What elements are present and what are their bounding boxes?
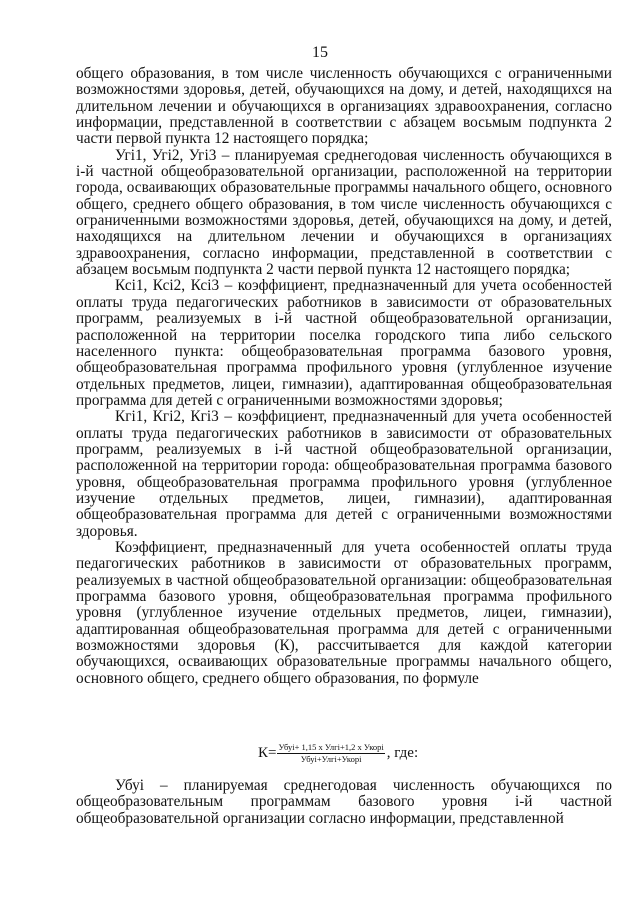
formula-lhs: К= bbox=[258, 744, 277, 761]
paragraph-coefficient-k: Коэффициент, предназначенный для учета особенностей оплаты труда педагогических работников в зависимости от образовательных программ, реализуемых в частной общеобразовательной организации: общеобразовательная программа базового уровня, общеобразовательная программа профильного уровня (углубленное изучение отдельных предметов, лицеи, гимназии), адаптированная общеобразовательная программа для детей с ограниченными возможностями здоровья (К), рассчитывается для каждой категории обучающихся, осваивающих образовательные программы начального общего, основного общего, среднего общего образования, по формуле bbox=[76, 538, 612, 687]
page-number: 15 bbox=[312, 44, 328, 61]
formula-fraction bbox=[277, 742, 384, 765]
document-body-continued bbox=[76, 778, 612, 827]
document-body bbox=[76, 66, 612, 687]
formula-k bbox=[258, 738, 418, 768]
paragraph-continuation: общего образования, в том числе численность обучающихся с ограниченными возможностями здоровья, детей, обучающихся на дому, и детей, находящихся на длительном лечении и обучающихся в организациях здравоохранения, согласно информации, представленной в соответствии с абзацем восьмым подпункта 2 части первой пункта 12 настоящего порядка; bbox=[76, 65, 612, 148]
paragraph-ubui-definition: Убуі – планируемая среднегодовая численность обучающихся по общеобразовательным программам базового уровня і-й частной общеобразовательной организации согласно информации, представленной bbox=[76, 777, 612, 827]
formula-tail: , где: bbox=[386, 744, 419, 761]
paragraph-ugi-definition: Угі1, Угі2, Угі3 – планируемая среднегодовая численность обучающихся в і-й частной общеобразовательной организации, расположенной на территории города, осваивающих образовательные программы начального общего, основного общего, среднего общего образования, в том числе численность обучающихся с ограниченными возможностями здоровья, детей, обучающихся на дому, и детей, находящихся на длительном лечении и обучающихся в организациях здравоохранения, согласно информации, представленной в соответствии с абзацем восьмым подпункта 2 части первой пункта 12 настоящего порядка; bbox=[76, 146, 612, 279]
paragraph-ksi-definition: Ксі1, Ксі2, Ксі3 – коэффициент, предназначенный для учета особенностей оплаты труда педагогических работников в зависимости от образовательных программ, реализуемых в і-й частной общеобразовательной организации, расположенной на территории поселка городского типа либо сельского населенного пункта: общеобразовательная программа базового уровня, общеобразовательная программа профильного уровня (углубленное изучение отдельных предметов, лицеи, гимназии), адаптированная общеобразовательная программа для детей с ограниченными возможностями здоровья; bbox=[76, 277, 612, 409]
paragraph-kgi-definition: Кгі1, Кгі2, Кгі3 – коэффициент, предназначенный для учета особенностей оплаты труда педагогических работников в зависимости от образовательных программ, реализуемых в і-й частной общеобразовательной организации, расположенной на территории города: общеобразовательная программа базового уровня, общеобразовательная программа профильного уровня (углубленное изучение отдельных предметов, лицеи, гимназии), адаптированная общеобразовательная программа для детей с ограниченными возможностями здоровья. bbox=[76, 408, 612, 540]
formula-denominator: Убуі+Улгі+Укорі bbox=[300, 753, 362, 764]
formula-numerator: Убуі+ 1,15 х Улгі+1,2 х Укорі bbox=[278, 741, 384, 752]
